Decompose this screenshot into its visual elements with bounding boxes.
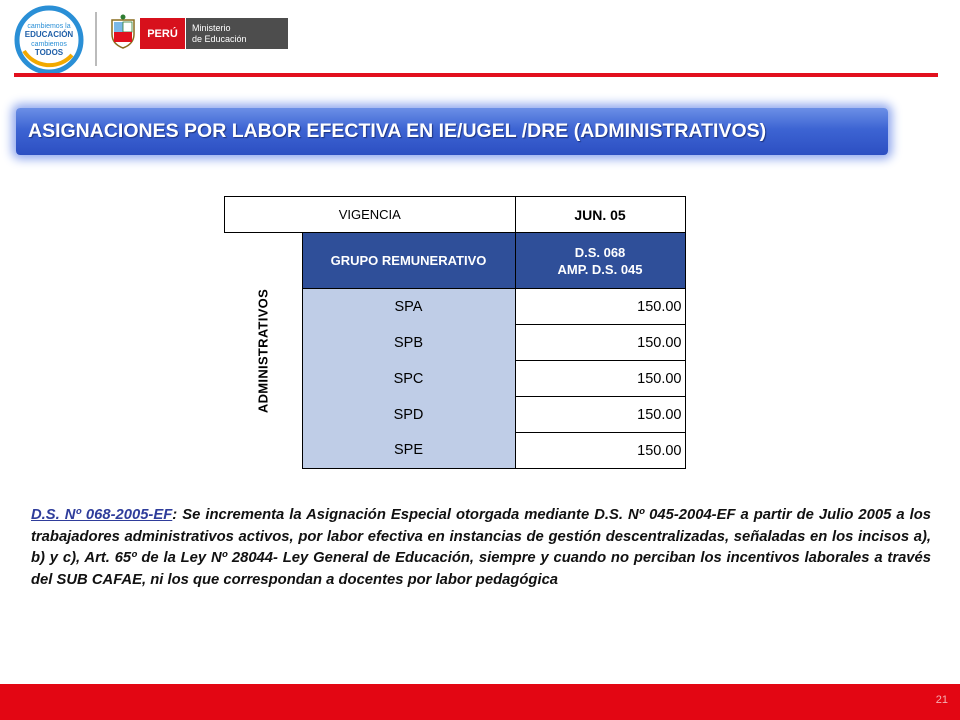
amount-cell: 150.00 [515, 361, 685, 397]
table-row [225, 233, 686, 289]
header-divider [95, 12, 97, 66]
group-cell: SPC [302, 361, 515, 397]
ministry-line1: Ministerio [192, 22, 231, 33]
side-label-cell [225, 233, 303, 469]
group-cell: SPA [302, 289, 515, 325]
peru-label: PERÚ [147, 27, 178, 40]
header-rule [14, 73, 938, 77]
group-cell: SPE [302, 433, 515, 469]
side-label: ADMINISTRATIVOS [255, 288, 271, 413]
svg-text:EDUCACIÓN: EDUCACIÓN [24, 30, 74, 39]
campaign-logo [14, 5, 84, 75]
vigencia-value: JUN. 05 [515, 197, 685, 233]
slide-title: ASIGNACIONES POR LABOR EFECTIVA EN IE/UGEL /DRE (ADMINISTRATIVOS) [28, 120, 767, 142]
amount-cell: 150.00 [515, 397, 685, 433]
table-row [225, 197, 686, 233]
legal-note [31, 505, 931, 591]
vigencia-label: VIGENCIA [225, 197, 516, 233]
svg-text:TODOS: TODOS [34, 48, 64, 57]
svg-text:cambiemos la: cambiemos la [27, 23, 71, 30]
column-header-group-text: GRUPO REMUNERATIVO [330, 253, 487, 268]
amount-cell: 150.00 [515, 433, 685, 469]
ministry-brand-block [186, 18, 288, 49]
title-banner [16, 108, 888, 155]
column-header-ds-line2: AMP. D.S. 045 [557, 261, 643, 277]
group-cell: SPB [302, 325, 515, 361]
column-header-ds-line1: D.S. 068 [574, 244, 626, 260]
allowance-table [224, 196, 686, 469]
column-header-group [302, 233, 515, 289]
page-number: 21 [935, 694, 948, 706]
footer-bar [0, 684, 960, 720]
legal-note-text: : Se incrementa la Asignación Especial otorgada mediante D.S. Nº 045-2004-EF a partir de Julio 2005 a los trabajadores administrativos activos, por labor efectiva en instancias de gestión descentralizadas, señaladas en los incisos a), b) y c), Art. 65º de la Ley Nº 28044- Ley General de Educación, siempre y cuando no perciban los incentivos laborales a través del SUB CAFAE, ni los que correspondan a docentes por labor pedagógica [31, 507, 931, 588]
column-header-ds [515, 233, 685, 289]
peru-brand-block [140, 18, 185, 49]
amount-cell: 150.00 [515, 325, 685, 361]
svg-text:cambiemos: cambiemos [31, 41, 67, 48]
coat-of-arms-icon [108, 14, 138, 50]
group-cell: SPD [302, 397, 515, 433]
decree-reference[interactable]: D.S. Nº 068-2005-EF [31, 507, 173, 523]
ministry-line2: de Educación [192, 33, 247, 44]
amount-cell: 150.00 [515, 289, 685, 325]
